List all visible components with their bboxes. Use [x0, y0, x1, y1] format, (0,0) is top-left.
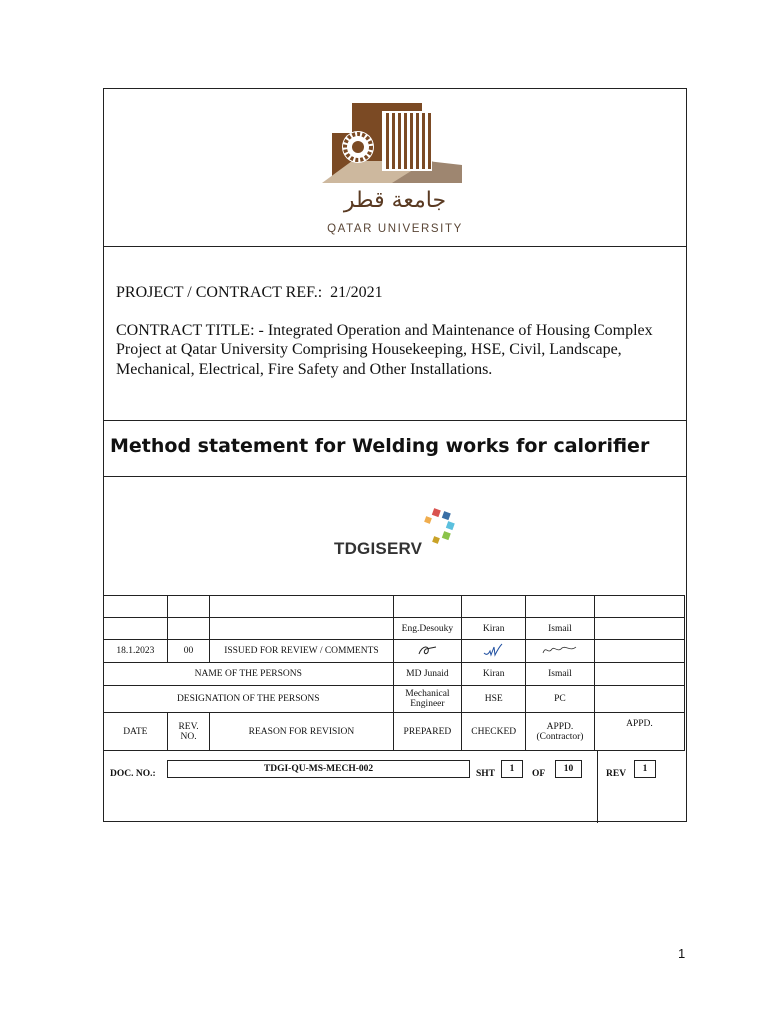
project-ref-value: 21/2021: [330, 284, 383, 301]
document-title: Method statement for Welding works for calorifier: [110, 435, 650, 457]
prepared-designation: Mechanical Engineer: [393, 686, 462, 713]
tdgiserv-emblem-icon: [419, 507, 459, 547]
of-value: 10: [555, 760, 582, 778]
page-number: 1: [678, 946, 686, 961]
checked-signature: [462, 640, 526, 663]
reason-cell: ISSUED FOR REVIEW / COMMENTS: [210, 640, 393, 663]
cover-sheet: [103, 88, 687, 822]
document-number-strip: [104, 751, 686, 823]
logo-arabic-text: جامعة قطر: [343, 188, 447, 213]
checked-name-cell: Kiran: [462, 618, 526, 640]
divider: [597, 751, 598, 823]
of-label: OF: [532, 769, 546, 779]
project-info: [116, 283, 676, 379]
rev-label: REV: [606, 769, 627, 779]
date-cell: 18.1.2023: [104, 640, 168, 663]
logo-section: [104, 89, 686, 246]
header-appd: APPD.: [594, 713, 684, 751]
revision-table: [103, 595, 685, 751]
header-prepared: PREPARED: [393, 713, 462, 751]
doc-no-value: TDGI-QU-MS-MECH-002: [167, 760, 470, 778]
name-row-label: NAME OF THE PERSONS: [104, 663, 394, 686]
table-row: [104, 686, 685, 713]
divider: [104, 246, 686, 247]
prepared-signature: [393, 640, 462, 663]
table-row: [104, 618, 685, 640]
header-appd-contractor: APPD. (Contractor): [526, 713, 595, 751]
prepared-person: MD Junaid: [393, 663, 462, 686]
checked-person: Kiran: [462, 663, 526, 686]
divider: [104, 476, 686, 477]
appd-contractor-name-cell: Ismail: [526, 618, 595, 640]
sht-label: SHT: [476, 769, 496, 779]
rev-value: 1: [634, 760, 656, 778]
divider: [104, 420, 686, 421]
sht-value: 1: [501, 760, 523, 778]
header-date: DATE: [104, 713, 168, 751]
tdgiserv-logo: [334, 507, 459, 567]
logo-english-text: QATAR UNIVERSITY: [327, 223, 463, 235]
tdgiserv-logo-text: TDGISERV: [334, 539, 423, 558]
appd-contractor-signature: [526, 640, 595, 663]
doc-no-label: DOC. NO.:: [110, 769, 156, 779]
checked-designation: HSE: [462, 686, 526, 713]
qu-emblem-icon: [322, 103, 468, 215]
rev-no-cell: 00: [167, 640, 210, 663]
qatar-university-logo: [322, 103, 468, 235]
table-row: [104, 596, 685, 618]
table-row: [104, 663, 685, 686]
table-row: [104, 640, 685, 663]
contract-title-label: CONTRACT TITLE:: [116, 321, 255, 339]
header-rev-no: REV. NO.: [167, 713, 210, 751]
appd-contractor-designation: PC: [526, 686, 595, 713]
header-reason: REASON FOR REVISION: [210, 713, 393, 751]
project-ref-label: PROJECT / CONTRACT REF.:: [116, 284, 323, 301]
contract-title-value: - Integrated Operation and Maintenance of Housing Complex Project at Qatar University Comprising Housekeeping, HSE, Civil, Landscape, Mechanical, Electrical, Fire Safety and Other Installations.: [116, 321, 653, 378]
table-header-row: [104, 713, 685, 751]
header-checked: CHECKED: [462, 713, 526, 751]
appd-contractor-person: Ismail: [526, 663, 595, 686]
prepared-name-cell: Eng.Desouky: [393, 618, 462, 640]
designation-row-label: DESIGNATION OF THE PERSONS: [104, 686, 394, 713]
